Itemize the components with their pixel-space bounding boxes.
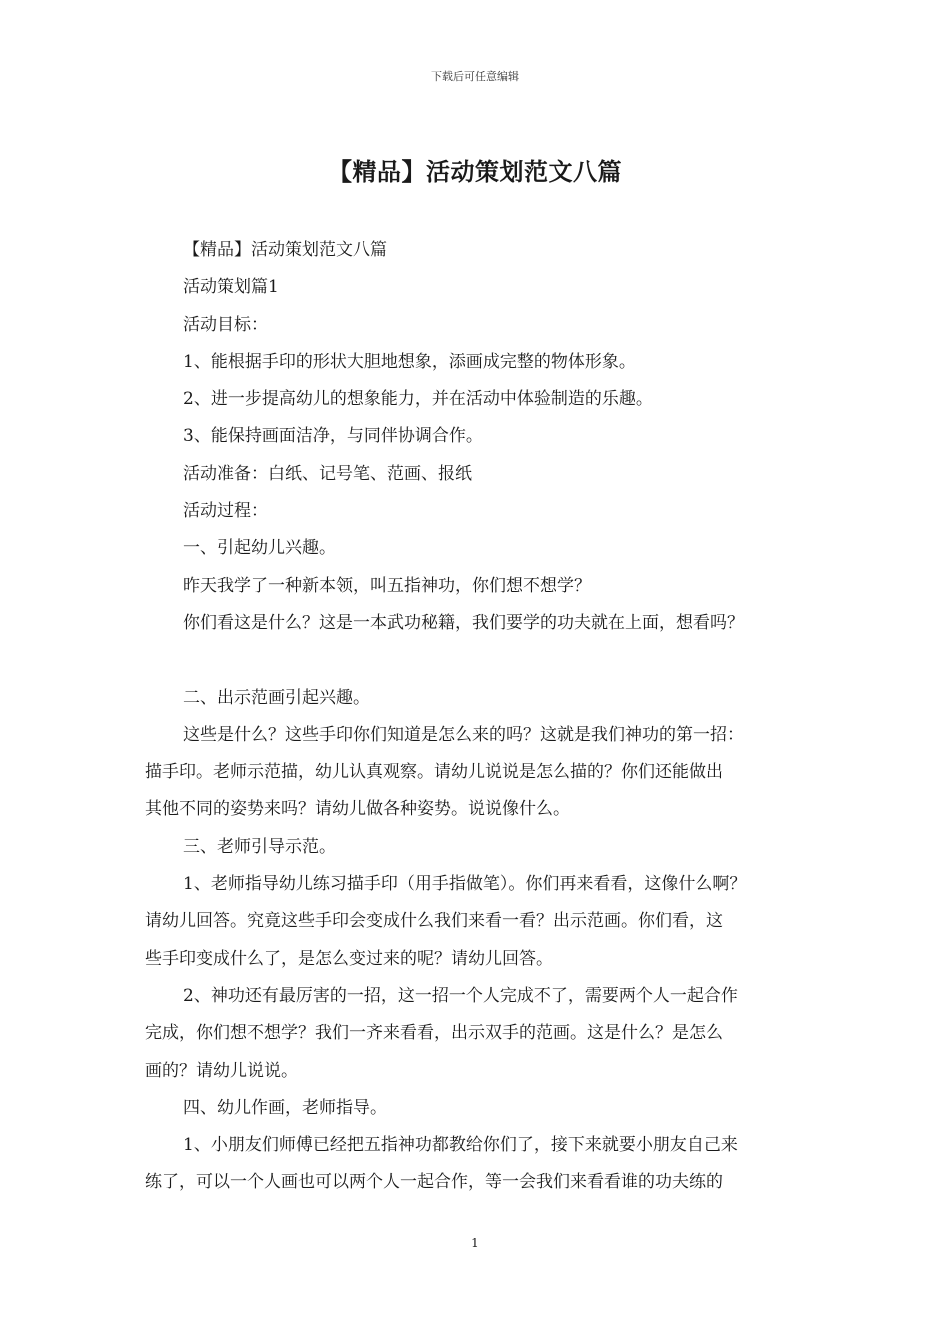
body-line: 完成，你们想不想学？我们一齐来看看，出示双手的范画。这是什么？是怎么 (145, 1023, 723, 1044)
body-line: 练了，可以一个人画也可以两个人一起合作，等一会我们来看看谁的功夫练的 (145, 1172, 723, 1193)
body-line: 你们看这是什么？这是一本武功秘籍，我们要学的功夫就在上面，想看吗？ (183, 612, 744, 633)
body-line: 【精品】活动策划范文八篇 (183, 240, 387, 260)
body-line: 画的？请幼儿说说。 (145, 1060, 298, 1081)
page-header-note: 下载后可任意编辑 (431, 70, 519, 83)
body-line: 1、老师指导幼儿练习描手印（用手指做笔）。你们再来看看，这像什么啊？ (183, 874, 747, 895)
body-line: 活动目标： (183, 314, 268, 335)
body-line: 活动策划篇1 (183, 277, 279, 298)
body-line: 三、老师引导示范。 (183, 836, 336, 857)
body-line: 请幼儿回答。究竟这些手印会变成什么我们来看一看？出示范画。你们看，这 (145, 911, 723, 932)
body-line: 1、小朋友们师傅已经把五指神功都教给你们了，接下来就要小朋友自己来 (183, 1135, 738, 1156)
document-title: 【精品】活动策划范文八篇 (328, 157, 622, 186)
body-line: 一、引起幼儿兴趣。 (183, 538, 336, 559)
body-line: 3、能保持画面洁净，与同伴协调合作。 (183, 426, 483, 447)
body-line: 这些是什么？这些手印你们知道是怎么来的吗？这就是我们神功的第一招： (183, 724, 744, 745)
body-line: 活动过程： (183, 501, 268, 522)
body-line: 昨天我学了一种新本领，叫五指神功，你们想不想学？ (183, 575, 591, 596)
page-number: 1 (471, 1236, 479, 1250)
body-line: 二、出示范画引起兴趣。 (183, 687, 370, 708)
body-line: 其他不同的姿势来吗？请幼儿做各种姿势。说说像什么。 (145, 799, 570, 820)
body-line: 2、神功还有最厉害的一招，这一招一个人完成不了，需要两个人一起合作 (183, 985, 738, 1006)
body-line (145, 642, 825, 679)
body-line: 四、幼儿作画，老师指导。 (183, 1097, 387, 1118)
body-line: 2、进一步提高幼儿的想象能力，并在活动中体验制造的乐趣。 (183, 389, 653, 410)
body-line: 活动准备：白纸、记号笔、范画、报纸 (183, 463, 472, 484)
body-line: 描手印。老师示范描，幼儿认真观察。请幼儿说说是怎么描的？你们还能做出 (145, 762, 723, 783)
document-body (145, 232, 825, 1202)
body-line: 些手印变成什么了，是怎么变过来的呢？请幼儿回答。 (145, 948, 553, 969)
body-line: 1、能根据手印的形状大胆地想象，添画成完整的物体形象。 (183, 351, 636, 372)
